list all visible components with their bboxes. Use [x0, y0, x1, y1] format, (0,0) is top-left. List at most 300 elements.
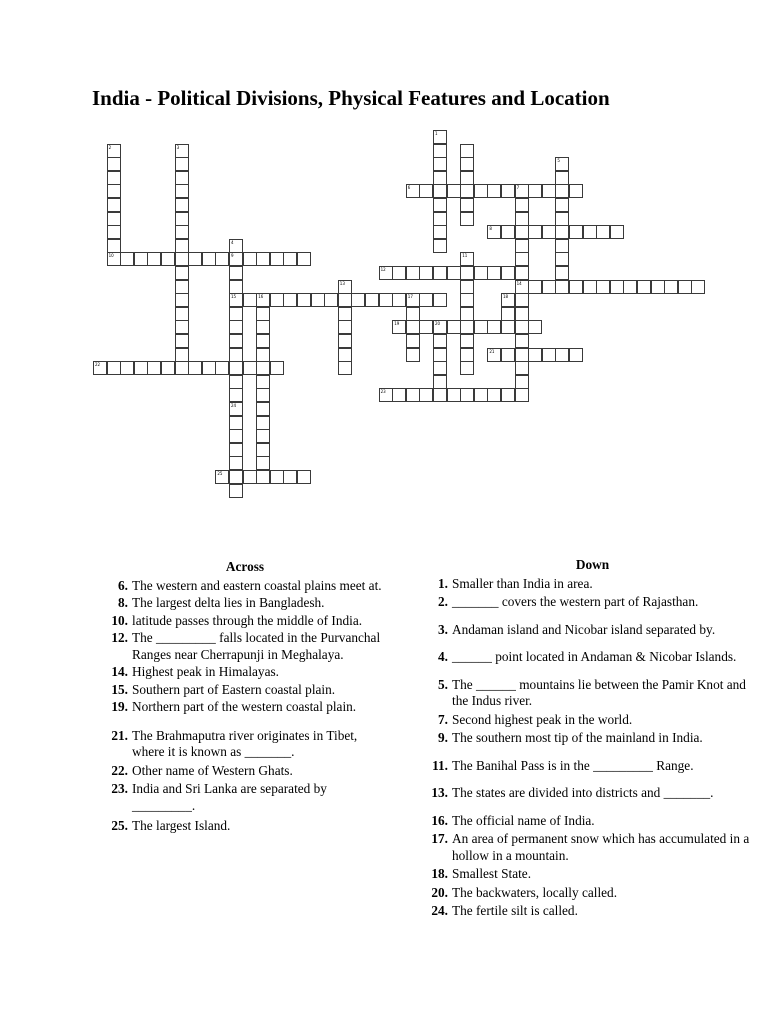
crossword-cell[interactable]	[351, 293, 365, 307]
crossword-cell[interactable]	[392, 266, 406, 280]
crossword-cell[interactable]	[515, 266, 529, 280]
crossword-cell[interactable]	[175, 252, 189, 266]
down-clue	[420, 903, 765, 920]
cell-number-5: 5	[557, 158, 560, 164]
crossword-cell[interactable]	[229, 375, 243, 389]
crossword-cell[interactable]	[406, 266, 420, 280]
crossword-cell[interactable]	[406, 348, 420, 362]
clue-text: The backwaters, locally called.	[452, 884, 618, 900]
crossword-cell[interactable]	[107, 157, 121, 171]
crossword-cell[interactable]	[406, 307, 420, 321]
crossword-cell[interactable]	[229, 320, 243, 334]
crossword-cell[interactable]	[542, 280, 556, 294]
crossword-cell[interactable]	[107, 212, 121, 226]
across-heading: Across	[225, 559, 265, 574]
crossword-cell[interactable]	[487, 266, 501, 280]
crossword-cell[interactable]	[691, 280, 705, 294]
crossword-cell[interactable]	[229, 334, 243, 348]
crossword-cell[interactable]	[555, 252, 569, 266]
down-clue	[420, 594, 765, 611]
clue-text: Smallest State.	[452, 866, 532, 881]
clue-number: 25.	[111, 818, 128, 833]
crossword-cell[interactable]	[515, 320, 529, 334]
crossword-cell[interactable]	[555, 280, 569, 294]
crossword-cell[interactable]	[528, 320, 542, 334]
crossword-cell[interactable]	[147, 361, 161, 375]
crossword-cell[interactable]	[419, 388, 433, 402]
crossword-cell[interactable]	[460, 320, 474, 334]
crossword-cell[interactable]	[270, 361, 284, 375]
across-clue	[100, 699, 390, 716]
crossword-cell[interactable]	[175, 184, 189, 198]
clue-number: 16.	[431, 812, 448, 828]
cell-number-22: 22	[95, 362, 101, 368]
crossword-cell[interactable]	[433, 225, 447, 239]
crossword-cell[interactable]	[256, 470, 270, 484]
across-clue	[100, 781, 390, 814]
down-clue	[420, 712, 765, 729]
crossword-cell[interactable]	[107, 239, 121, 253]
crossword-cell[interactable]	[555, 198, 569, 212]
clue-number: 8.	[118, 595, 128, 610]
crossword-cell[interactable]	[338, 293, 352, 307]
crossword-cell[interactable]	[447, 320, 461, 334]
clue-number: 5.	[438, 676, 448, 692]
crossword-cell[interactable]	[243, 293, 257, 307]
down-clue	[420, 576, 765, 593]
crossword-cell[interactable]	[338, 334, 352, 348]
crossword-cell[interactable]	[678, 280, 692, 294]
crossword-cell[interactable]	[256, 456, 270, 470]
crossword-cell[interactable]	[175, 361, 189, 375]
crossword-cell[interactable]	[623, 280, 637, 294]
crossword-cell[interactable]	[175, 225, 189, 239]
clue-text: ______ point located in Andaman & Nicobar Islands.	[452, 649, 737, 664]
crossword-cell[interactable]	[460, 157, 474, 171]
crossword-cell[interactable]	[256, 416, 270, 430]
crossword-cell[interactable]	[202, 361, 216, 375]
crossword-cell[interactable]	[555, 184, 569, 198]
clue-number: 19.	[111, 699, 128, 714]
crossword-cell[interactable]	[147, 252, 161, 266]
crossword-cell[interactable]	[161, 252, 175, 266]
cell-number-25: 25	[217, 471, 223, 476]
cell-number-2: 2	[108, 144, 112, 150]
cell-number-3: 3	[176, 144, 180, 150]
crossword-cell[interactable]	[188, 252, 202, 266]
crossword-cell[interactable]	[610, 280, 624, 294]
clue-text: Southern part of Eastern coastal plain.	[132, 681, 336, 697]
clue-number: 1.	[438, 575, 448, 591]
crossword-cell[interactable]	[433, 144, 447, 158]
crossword-cell[interactable]	[243, 361, 257, 375]
crossword-cell[interactable]	[569, 184, 583, 198]
crossword-cell[interactable]	[107, 171, 121, 185]
crossword-cell[interactable]	[542, 225, 556, 239]
crossword-cell[interactable]	[256, 402, 270, 416]
down-clue	[420, 677, 765, 710]
crossword-cell[interactable]	[433, 334, 447, 348]
crossword-cell[interactable]	[474, 266, 488, 280]
crossword-cell[interactable]	[569, 348, 583, 362]
crossword-cell[interactable]	[555, 225, 569, 239]
crossword-cell[interactable]	[433, 171, 447, 185]
crossword-cell[interactable]	[256, 320, 270, 334]
clue-number: 18.	[431, 866, 448, 881]
crossword-cell[interactable]	[583, 280, 597, 294]
crossword-cell[interactable]	[515, 361, 529, 375]
clue-text: The western and eastern coastal plains meet at.	[132, 577, 382, 593]
down-heading: Down	[575, 557, 610, 572]
clue-number: 24.	[431, 903, 448, 918]
clue-number: 23.	[111, 781, 128, 796]
crossword-cell[interactable]	[433, 293, 447, 307]
crossword-cell[interactable]	[651, 280, 665, 294]
cell-number-1: 1	[435, 131, 438, 136]
crossword-cell[interactable]	[392, 293, 406, 307]
crossword-cell[interactable]	[515, 225, 529, 239]
crossword-cell[interactable]	[229, 266, 243, 280]
crossword-cell[interactable]	[637, 280, 651, 294]
crossword-cell[interactable]	[175, 266, 189, 280]
crossword-cell[interactable]	[460, 348, 474, 362]
crossword-cell[interactable]	[501, 266, 515, 280]
clue-number: 6.	[118, 577, 128, 593]
crossword-cell[interactable]	[215, 361, 229, 375]
cell-number-12: 12	[380, 267, 386, 272]
crossword-cell[interactable]	[460, 266, 474, 280]
crossword-cell[interactable]	[270, 293, 284, 307]
crossword-cell[interactable]	[229, 443, 243, 457]
crossword-cell[interactable]	[297, 252, 311, 266]
crossword-cell[interactable]	[120, 252, 134, 266]
across-clue	[100, 682, 390, 699]
clue-text: latitude passes through the middle of India.	[132, 612, 363, 628]
crossword-cell[interactable]	[297, 293, 311, 307]
crossword-cell[interactable]	[188, 361, 202, 375]
clue-text: Second highest peak in the world.	[452, 711, 633, 727]
crossword-cell[interactable]	[379, 293, 393, 307]
crossword-cell[interactable]	[433, 388, 447, 402]
page-title: India - Political Divisions, Physical Features and Location	[92, 86, 610, 110]
crossword-cell[interactable]	[134, 252, 148, 266]
crossword-cell[interactable]	[229, 388, 243, 402]
across-clue	[100, 613, 390, 630]
cell-number-23: 23	[380, 389, 386, 395]
crossword-cell[interactable]	[229, 429, 243, 443]
down-clue	[420, 831, 765, 864]
crossword-cell[interactable]	[460, 293, 474, 307]
crossword-cell[interactable]	[175, 348, 189, 362]
crossword-cell[interactable]	[433, 184, 447, 198]
clue-number: 11.	[432, 757, 448, 773]
crossword-cell[interactable]	[555, 348, 569, 362]
crossword-cell[interactable]	[419, 293, 433, 307]
crossword-cell[interactable]	[175, 212, 189, 226]
crossword-cell[interactable]	[175, 239, 189, 253]
cell-number-8: 8	[489, 226, 492, 232]
crossword-cell[interactable]	[175, 280, 189, 294]
clue-text: The ______ mountains lie between the Pamir Knot and the Indus river.	[452, 676, 746, 708]
clue-text: The southern most tip of the mainland in India.	[452, 730, 703, 745]
clue-text: The largest Island.	[132, 818, 231, 833]
down-clue	[420, 866, 765, 883]
crossword-cell[interactable]	[501, 307, 515, 321]
crossword-cell[interactable]	[515, 198, 529, 212]
across-clue	[100, 728, 390, 761]
crossword-cell[interactable]	[283, 252, 297, 266]
clue-number: 20.	[431, 884, 448, 900]
crossword-cell[interactable]	[270, 470, 284, 484]
cell-number-17: 17	[407, 294, 413, 300]
clue-text: An area of permanent snow which has accumulated in a hollow in a mountain.	[452, 831, 750, 863]
crossword-cell[interactable]	[202, 252, 216, 266]
crossword-cell[interactable]	[229, 416, 243, 430]
crossword-cell[interactable]	[392, 388, 406, 402]
down-clue	[420, 730, 765, 747]
crossword-cell[interactable]	[338, 348, 352, 362]
cell-number-18: 18	[503, 294, 509, 300]
crossword-cell[interactable]	[487, 320, 501, 334]
crossword-cell[interactable]	[175, 293, 189, 307]
crossword-cell[interactable]	[324, 293, 338, 307]
crossword-cell[interactable]	[256, 429, 270, 443]
crossword-cell[interactable]	[447, 184, 461, 198]
crossword-cell[interactable]	[175, 307, 189, 321]
across-clue	[100, 664, 390, 681]
crossword-cell[interactable]	[447, 266, 461, 280]
crossword-cell[interactable]	[433, 198, 447, 212]
crossword-cell[interactable]	[596, 280, 610, 294]
crossword-cell[interactable]	[338, 307, 352, 321]
crossword-cell[interactable]	[515, 348, 529, 362]
cell-number-10: 10	[108, 253, 114, 259]
crossword-cell[interactable]	[515, 239, 529, 253]
crossword-cell[interactable]	[120, 361, 134, 375]
crossword-cell[interactable]	[161, 361, 175, 375]
crossword-cell[interactable]	[555, 266, 569, 280]
crossword-cell[interactable]	[256, 252, 270, 266]
crossword-cell[interactable]	[243, 470, 257, 484]
cell-number-15: 15	[231, 294, 237, 300]
crossword-cell[interactable]	[406, 388, 420, 402]
cell-number-24: 24	[231, 403, 237, 408]
crossword-cell[interactable]	[447, 388, 461, 402]
crossword-cell[interactable]	[596, 225, 610, 239]
crossword-cell[interactable]	[107, 225, 121, 239]
crossword-cell[interactable]	[419, 266, 433, 280]
crossword-cell[interactable]	[542, 184, 556, 198]
crossword-cell[interactable]	[460, 184, 474, 198]
across-clue	[100, 630, 390, 663]
crossword-cell[interactable]	[433, 212, 447, 226]
crossword-cell[interactable]	[256, 334, 270, 348]
crossword-cell[interactable]	[433, 239, 447, 253]
crossword-cell[interactable]	[107, 184, 121, 198]
crossword-cell[interactable]	[555, 171, 569, 185]
crossword-cell[interactable]	[175, 171, 189, 185]
down-clue	[420, 649, 765, 666]
crossword-cell[interactable]	[256, 375, 270, 389]
crossword-cell[interactable]	[460, 212, 474, 226]
crossword-cell[interactable]	[433, 266, 447, 280]
crossword-cell[interactable]	[256, 388, 270, 402]
clue-number: 4.	[438, 649, 448, 664]
crossword-cell[interactable]	[256, 361, 270, 375]
clue-number: 15.	[111, 681, 128, 697]
crossword-cell[interactable]	[270, 252, 284, 266]
crossword-cell[interactable]	[474, 184, 488, 198]
clue-number: 9.	[438, 730, 448, 745]
crossword-cell[interactable]	[501, 388, 515, 402]
crossword-cell[interactable]	[256, 307, 270, 321]
crossword-cell[interactable]	[433, 361, 447, 375]
crossword-cell[interactable]	[515, 388, 529, 402]
crossword-cell[interactable]	[501, 348, 515, 362]
cell-number-14: 14	[516, 280, 522, 286]
clue-number: 7.	[438, 711, 448, 727]
crossword-cell[interactable]	[460, 144, 474, 158]
crossword-cell[interactable]	[283, 470, 297, 484]
crossword-cell[interactable]	[501, 184, 515, 198]
clue-number: 12.	[111, 630, 128, 645]
crossword-cell[interactable]	[419, 320, 433, 334]
cell-number-9: 9	[231, 253, 234, 259]
crossword-cell[interactable]	[460, 334, 474, 348]
crossword-cell[interactable]	[610, 225, 624, 239]
clue-number: 14.	[111, 664, 128, 679]
crossword-cell[interactable]	[215, 252, 229, 266]
crossword-cell[interactable]	[515, 212, 529, 226]
crossword-cell[interactable]	[460, 388, 474, 402]
clue-text: Andaman island and Nicobar island separated by.	[452, 621, 716, 637]
crossword-cell[interactable]	[107, 198, 121, 212]
crossword-cell[interactable]	[515, 252, 529, 266]
clue-text: The largest delta lies in Bangladesh.	[132, 595, 325, 610]
crossword-cell[interactable]	[501, 320, 515, 334]
clue-text: Northern part of the western coastal plain.	[132, 699, 357, 714]
crossword-cell[interactable]	[229, 484, 243, 498]
crossword-cell[interactable]	[487, 184, 501, 198]
crossword-cell[interactable]	[229, 280, 243, 294]
clue-number: 22.	[111, 762, 128, 778]
down-clue	[420, 813, 765, 830]
crossword-cell[interactable]	[311, 293, 325, 307]
crossword-cell[interactable]	[460, 198, 474, 212]
cell-number-11: 11	[462, 253, 468, 259]
clue-number: 10.	[111, 612, 128, 628]
clue-text: The Brahmaputra river originates in Tibet, where it is known as _______.	[132, 727, 358, 759]
crossword-cell[interactable]	[460, 171, 474, 185]
down-clue	[420, 622, 765, 639]
crossword-cell[interactable]	[664, 280, 678, 294]
clue-number: 2.	[438, 594, 448, 609]
clue-text: The fertile silt is called.	[452, 903, 578, 918]
crossword-cell[interactable]	[175, 157, 189, 171]
crossword-cell[interactable]	[175, 320, 189, 334]
crossword-cell[interactable]	[528, 280, 542, 294]
crossword-cell[interactable]	[256, 443, 270, 457]
down-clue	[420, 758, 765, 775]
across-clue	[100, 595, 390, 612]
crossword-cell[interactable]	[515, 375, 529, 389]
crossword-cell[interactable]	[555, 212, 569, 226]
crossword-cell[interactable]	[338, 320, 352, 334]
clue-text: The official name of India.	[452, 812, 595, 828]
clue-number: 3.	[438, 621, 448, 637]
crossword-cell[interactable]	[297, 470, 311, 484]
clue-text: The _________ falls located in the Purvanchal Ranges near Cherrapunji in Meghalaya.	[132, 630, 381, 662]
crossword-cell[interactable]	[515, 293, 529, 307]
crossword-cell[interactable]	[474, 388, 488, 402]
clue-text: Other name of Western Ghats.	[132, 762, 293, 778]
across-clues	[100, 559, 390, 835]
crossword-cell[interactable]	[487, 388, 501, 402]
crossword-cell[interactable]	[528, 348, 542, 362]
crossword-cell[interactable]	[365, 293, 379, 307]
crossword-cell[interactable]	[134, 361, 148, 375]
clue-text: Highest peak in Himalayas.	[132, 664, 279, 679]
crossword-cell[interactable]	[515, 307, 529, 321]
crossword-cell[interactable]	[229, 307, 243, 321]
crossword-cell[interactable]	[569, 225, 583, 239]
cell-number-7: 7	[516, 185, 520, 191]
crossword-cell[interactable]	[433, 348, 447, 362]
crossword-cell[interactable]	[542, 348, 556, 362]
crossword-cell[interactable]	[515, 334, 529, 348]
crossword-cell[interactable]	[229, 456, 243, 470]
crossword-cell[interactable]	[175, 334, 189, 348]
crossword-cell[interactable]	[555, 239, 569, 253]
crossword-cell[interactable]	[229, 348, 243, 362]
clue-number: 21.	[111, 727, 128, 743]
crossword-cell[interactable]	[433, 157, 447, 171]
crossword-cell[interactable]	[406, 320, 420, 334]
crossword-cell[interactable]	[406, 334, 420, 348]
cell-number-20: 20	[435, 321, 441, 327]
crossword-cell[interactable]	[528, 184, 542, 198]
cell-number-13: 13	[339, 280, 345, 286]
crossword-cell[interactable]	[419, 184, 433, 198]
crossword-cell[interactable]	[338, 361, 352, 375]
crossword-cell[interactable]	[283, 293, 297, 307]
crossword-cell[interactable]	[460, 361, 474, 375]
crossword-cell[interactable]	[229, 470, 243, 484]
crossword-cell[interactable]	[107, 361, 121, 375]
crossword-cell[interactable]	[474, 320, 488, 334]
crossword-cell[interactable]	[243, 252, 257, 266]
crossword-cell[interactable]	[229, 361, 243, 375]
crossword-cell[interactable]	[569, 280, 583, 294]
crossword-cell[interactable]	[460, 307, 474, 321]
crossword-cell[interactable]	[583, 225, 597, 239]
clue-number: 17.	[431, 831, 448, 846]
crossword-cell[interactable]	[256, 348, 270, 362]
clue-text: The Banihal Pass is in the _________ Range.	[452, 757, 694, 773]
crossword-cell[interactable]	[433, 375, 447, 389]
cell-number-4: 4	[231, 239, 234, 245]
clue-text: The states are divided into districts and _______.	[452, 785, 714, 800]
crossword-cell[interactable]	[460, 280, 474, 294]
crossword-cell[interactable]	[175, 198, 189, 212]
crossword-cell[interactable]	[528, 225, 542, 239]
cell-number-6: 6	[407, 185, 411, 191]
across-clue	[100, 578, 390, 595]
crossword-cell[interactable]	[501, 225, 515, 239]
across-clue	[100, 763, 390, 780]
clue-text: _______ covers the western part of Rajasthan.	[452, 594, 699, 609]
clue-number: 13.	[431, 785, 448, 800]
